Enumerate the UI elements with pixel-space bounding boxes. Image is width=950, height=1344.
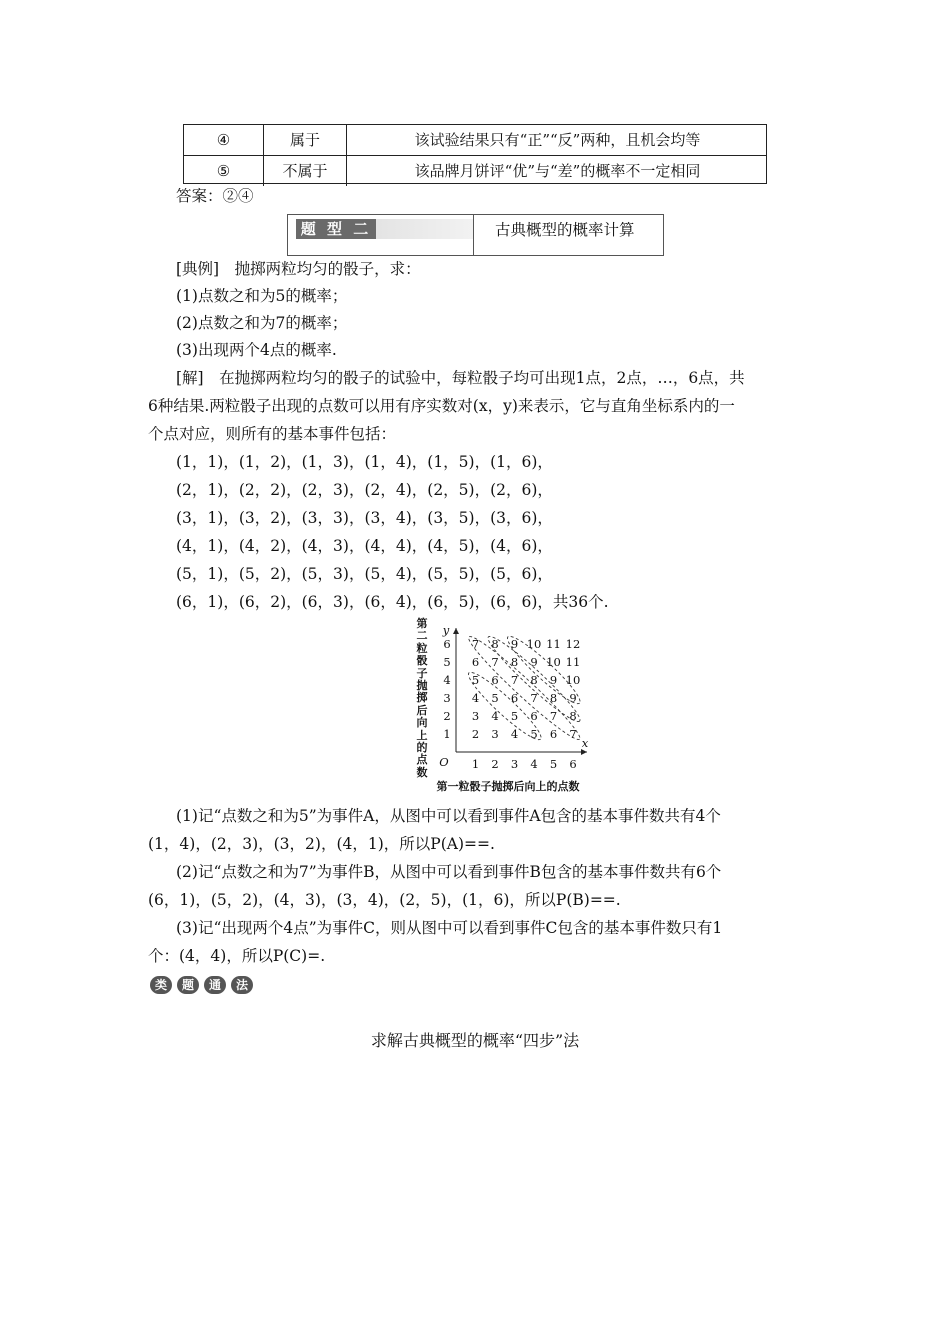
row-reason: 该试验结果只有“正”“反”两种，且机会均等 [414,131,701,149]
sum-value: 4 [510,727,519,741]
sum-value: 8 [569,709,577,723]
example-question-1: (1)点数之和为5的概率； [176,287,348,305]
x-tick-label: 3 [510,757,519,771]
section-title: 古典概型的概率计算 [495,221,635,239]
sum-value: 8 [491,637,499,651]
sum-value: 8 [549,691,558,705]
pairs-row: (4，1)，(4，2)，(4，3)，(4，4)，(4，5)，(4，6)， [176,537,553,555]
sum-value: 8 [530,673,538,687]
sum-value: 7 [530,691,538,705]
y-tick-label: 4 [443,673,451,687]
sum-value: 6 [549,727,558,741]
sum-value: 8 [510,655,519,669]
sum-value: 9 [549,673,558,687]
pairs-row: (6，1)，(6，2)，(6，3)，(6，4)，(6，5)，(6，6)，共36个. [176,593,609,611]
origin-label: O [439,755,449,769]
sum-value: 7 [491,655,499,669]
solution-line-1: [解] 在抛掷两粒均匀的骰子的试验中，每粒骰子均可出现1点，2点，…，6点，共 [176,369,745,387]
sum-value: 4 [491,709,499,723]
badge-char: 通 [204,976,226,994]
analysis-1: (1)记“点数之和为5”为事件A，从图中可以看到事件A包含的基本事件数共有4个 [176,807,721,825]
y-tick-label: 5 [443,655,451,669]
table-row [184,155,766,186]
pairs-row: (5，1)，(5，2)，(5，3)，(5，4)，(5，5)，(5，6)， [176,565,553,583]
y-axis-letter: y [442,623,450,637]
method-badge [150,976,258,994]
analysis-3: (3)记“出现两个4点”为事件C，则从图中可以看到事件C包含的基本事件数只有1 [176,919,723,937]
sum-value: 10 [546,655,561,669]
badge-char: 法 [231,976,253,994]
sum-value: 3 [491,727,499,741]
pairs-row: (1，1)，(1，2)，(1，3)，(1，4)，(1，5)，(1，6)， [176,453,553,471]
sum-value: 9 [530,655,538,669]
sum-value: 6 [510,691,519,705]
row-number: ④ [184,125,264,155]
x-tick-label: 2 [491,757,499,771]
dice-sum-grid [410,616,596,784]
sum-value: 5 [471,673,480,687]
dice-sum-figure [410,616,596,798]
pairs-row: (2，1)，(2，2)，(2，3)，(2，4)，(2，5)，(2，6)， [176,481,553,499]
y-axis-arrow [453,628,459,634]
row-number: ⑤ [184,156,264,186]
analysis-3-continued: 个：(4，4)，所以P(C)=. [148,947,326,965]
section-tag: 题 型 二 [296,219,376,239]
sum-value: 5 [510,709,519,723]
sum-value: 7 [510,673,519,687]
sum-value: 5 [491,691,499,705]
x-axis-label: 第一粒骰子抛掷后向上的点数 [436,780,580,793]
pairs-row: (3，1)，(3，2)，(3，3)，(3，4)，(3，5)，(3，6)， [176,509,553,527]
y-tick-label: 2 [443,709,451,723]
sum-value: 12 [565,637,581,651]
sum-value: 4 [471,691,480,705]
sum-value: 7 [569,727,577,741]
sum-value: 6 [530,709,538,723]
sum-value: 5 [530,727,538,741]
sum-value: 7 [471,637,480,651]
y-tick-label: 3 [443,691,451,705]
x-axis-letter: x [581,736,589,750]
example-intro: [典例] 抛掷两粒均匀的骰子，求： [176,260,421,278]
y-tick-label: 1 [443,727,451,741]
badge-char: 题 [177,976,199,994]
sum-value: 11 [565,655,581,669]
analysis-2-continued: (6，1)，(5，2)，(4，3)，(3，4)，(2，5)，(1，6)，所以P(B)==. [148,891,621,909]
row-judgement: 属于 [264,125,347,155]
sum-value: 9 [569,691,577,705]
x-tick-label: 5 [549,757,558,771]
answer-text: 答案：②④ [176,187,254,205]
sum-value: 11 [546,637,561,651]
sum-value: 6 [471,655,480,669]
sum-value: 9 [510,637,519,651]
solution-line-3: 个点对应，则所有的基本事件包括： [148,425,397,443]
sum-value: 3 [471,709,480,723]
analysis-2: (2)记“点数之和为7”为事件B，从图中可以看到事件B包含的基本事件数共有6个 [176,863,722,881]
sum-value: 10 [565,673,581,687]
analysis-1-continued: (1，4)，(2，3)，(3，2)，(4，1)，所以P(A)==. [148,835,495,853]
x-tick-label: 4 [530,757,538,771]
sum-value: 7 [549,709,558,723]
row-judgement: 不属于 [264,156,347,186]
sum-value: 10 [526,637,542,651]
table-row [184,125,766,155]
sum-value: 2 [471,727,480,741]
badge-char: 类 [150,976,172,994]
y-tick-label: 6 [443,637,451,651]
example-question-2: (2)点数之和为7的概率； [176,314,348,332]
example-question-3: (3)出现两个4点的概率. [176,341,337,359]
classification-table [183,124,767,184]
solution-line-2: 6种结果.两粒骰子出现的点数可以用有序实数对(x，y)来表示，它与直角坐标系内的一 [148,397,735,415]
x-tick-label: 6 [569,757,577,771]
method-heading: 求解古典概型的概率“四步”法 [370,1031,580,1050]
row-reason: 该品牌月饼评“优”与“差”的概率不一定相同 [414,162,701,180]
section-header [287,214,664,256]
x-tick-label: 1 [471,757,480,771]
y-axis-label: 第二粒骰子抛掷后向上的点数 [416,617,428,779]
sum-value: 6 [491,673,499,687]
